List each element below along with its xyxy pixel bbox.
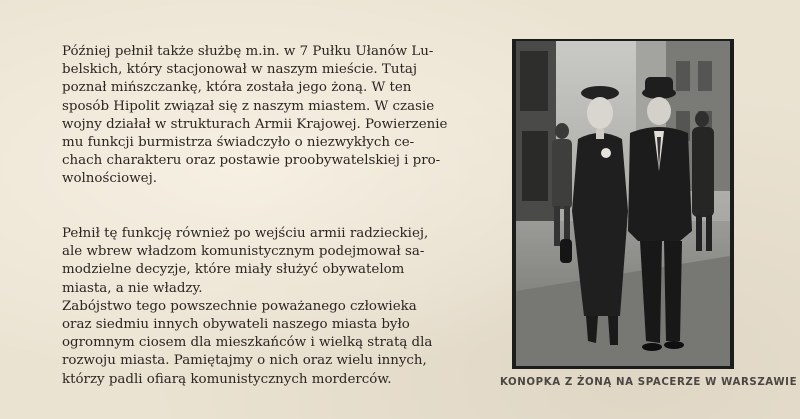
text-line: oraz siedmiu innych obywateli naszego miasta było	[62, 317, 410, 333]
text-line: sposób Hipolit związał się z naszym miastem. W czasie	[62, 98, 435, 114]
text-line: belskich, który stacjonował w naszym mieście. Tutaj	[62, 62, 417, 78]
paragraph-1	[62, 43, 474, 189]
text-line: ogromnym ciosem dla mieszkańców i wielką stratą dla	[62, 335, 433, 351]
text-line: Później pełnił także służbę m.in. w 7 Pułku Ułanów Lu-	[62, 44, 434, 59]
text-line: którzy padli ofiarą komunistycznych morderców.	[62, 371, 392, 387]
text-line: wojny działał w strukturach Armii Krajowej. Powierzenie	[62, 116, 448, 132]
historical-photo	[516, 41, 730, 366]
text-line: miasta, a nie władzy.	[62, 280, 203, 296]
text-line: chach charakteru oraz postawie proobywatelskiej i pro-	[62, 153, 441, 169]
text-line: mu funkcji burmistrza świadczyło o niezwykłych ce-	[62, 135, 415, 151]
photo-caption: KONOPKA Z ŻONĄ NA SPACERZE W WARSZAWIE	[500, 377, 798, 388]
paragraph-2	[62, 225, 474, 389]
text-line: ale wbrew władzom komunistycznym podejmował sa-	[62, 244, 425, 260]
text-line: wolnościowej.	[62, 171, 158, 187]
text-line: Zabójstwo tego powszechnie poważanego człowieka	[62, 298, 417, 314]
text-line: rozwoju miasta. Pamiętajmy o nich oraz wielu innych,	[62, 353, 427, 369]
text-line: poznał mińszczankę, która została jego żoną. W ten	[62, 80, 412, 96]
text-line: modzielne decyzje, które miały służyć obywatelom	[62, 262, 405, 278]
text-line: Pełnił tę funkcję również po wejściu armii radzieckiej,	[62, 226, 429, 241]
